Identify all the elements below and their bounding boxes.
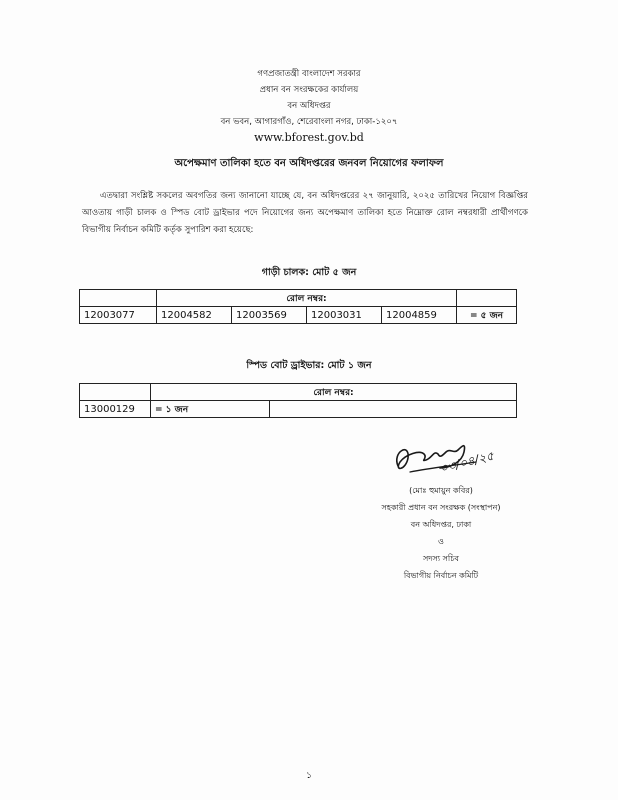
- section-heading-speed-boat-driver: স্পিড বোট ড্রাইভার: মোট ১ জন: [246, 360, 372, 371]
- roll-total: = ১ জন: [151, 401, 270, 418]
- signatory-and: ও: [438, 537, 444, 546]
- roll-number: 13000129: [80, 401, 151, 418]
- intro-text: এতদ্বারা সংশ্লিষ্ট সকলের অবগতির জন্য জানানো যাচ্ছে যে, বন অধিদপ্তরের ২৭ জানুয়ারি, ২০২৫ তারিখের নিয়োগ বিজ্ঞপ্তির আওতায় গাড়ী চালক ও স্পিড বোট ড্রাইভার পদে নিয়োগের জন্য অপেক্ষমাণ তালিকা হতে নিম্নোক্ত রোল নম্বরধারী প্রার্থীগণকে বিভাগীয় নির্বাচন কমিটি কর্তৃক সুপারিশ করা হয়েছে:: [82, 191, 528, 235]
- table-spacer: [270, 401, 517, 418]
- signatory-name: (মোঃ হুমায়ুন কবির): [409, 486, 473, 495]
- website: www.bforest.gov.bd: [254, 131, 364, 144]
- office-address: বন ভবন, আগারগাঁও, শেরেবাংলা নগর, ঢাকা-১২০৭: [220, 117, 398, 127]
- roll-number: 12003031: [307, 307, 382, 324]
- department-name: বন অধিদপ্তর: [287, 101, 331, 111]
- table-spacer: [457, 290, 517, 307]
- roll-table-speed-boat-driver: [79, 383, 517, 418]
- page-number: ১: [306, 771, 312, 781]
- government-name: গণপ্রজাতন্ত্রী বাংলাদেশ সরকার: [257, 69, 361, 79]
- roll-header: রোল নম্বর:: [151, 384, 517, 401]
- signatory-role: সদস্য সচিব: [423, 554, 459, 563]
- roll-number: 12003569: [232, 307, 307, 324]
- roll-number: 12004582: [157, 307, 232, 324]
- section-heading-car-driver: গাড়ী চালক: মোট ৫ জন: [261, 267, 357, 278]
- signatory-committee: বিভাগীয় নির্বাচন কমিটি: [403, 571, 479, 580]
- document-title: অপেক্ষমাণ তালিকা হতে বন অধিদপ্তরের জনবল নিয়োগের ফলাফল: [174, 158, 444, 169]
- signature-date: ০৩/০৪/২৫: [438, 448, 496, 476]
- roll-total: = ৫ জন: [457, 307, 517, 324]
- roll-table-car-driver: [79, 289, 517, 324]
- signatory-designation: সহকারী প্রধান বন সংরক্ষক (সংস্থাপন): [381, 503, 501, 512]
- letterhead: [0, 66, 618, 145]
- roll-number: 12004859: [382, 307, 457, 324]
- roll-header: রোল নম্বর:: [157, 290, 457, 307]
- roll-number: 12003077: [80, 307, 157, 324]
- table-spacer: [80, 290, 157, 307]
- table-spacer: [80, 384, 151, 401]
- office-name: প্রধান বন সংরক্ষকের কার্যালয়: [259, 85, 359, 95]
- signatory-office: বন অধিদপ্তর, ঢাকা: [410, 520, 472, 529]
- signature-block: [330, 482, 552, 584]
- intro-paragraph: [82, 188, 528, 239]
